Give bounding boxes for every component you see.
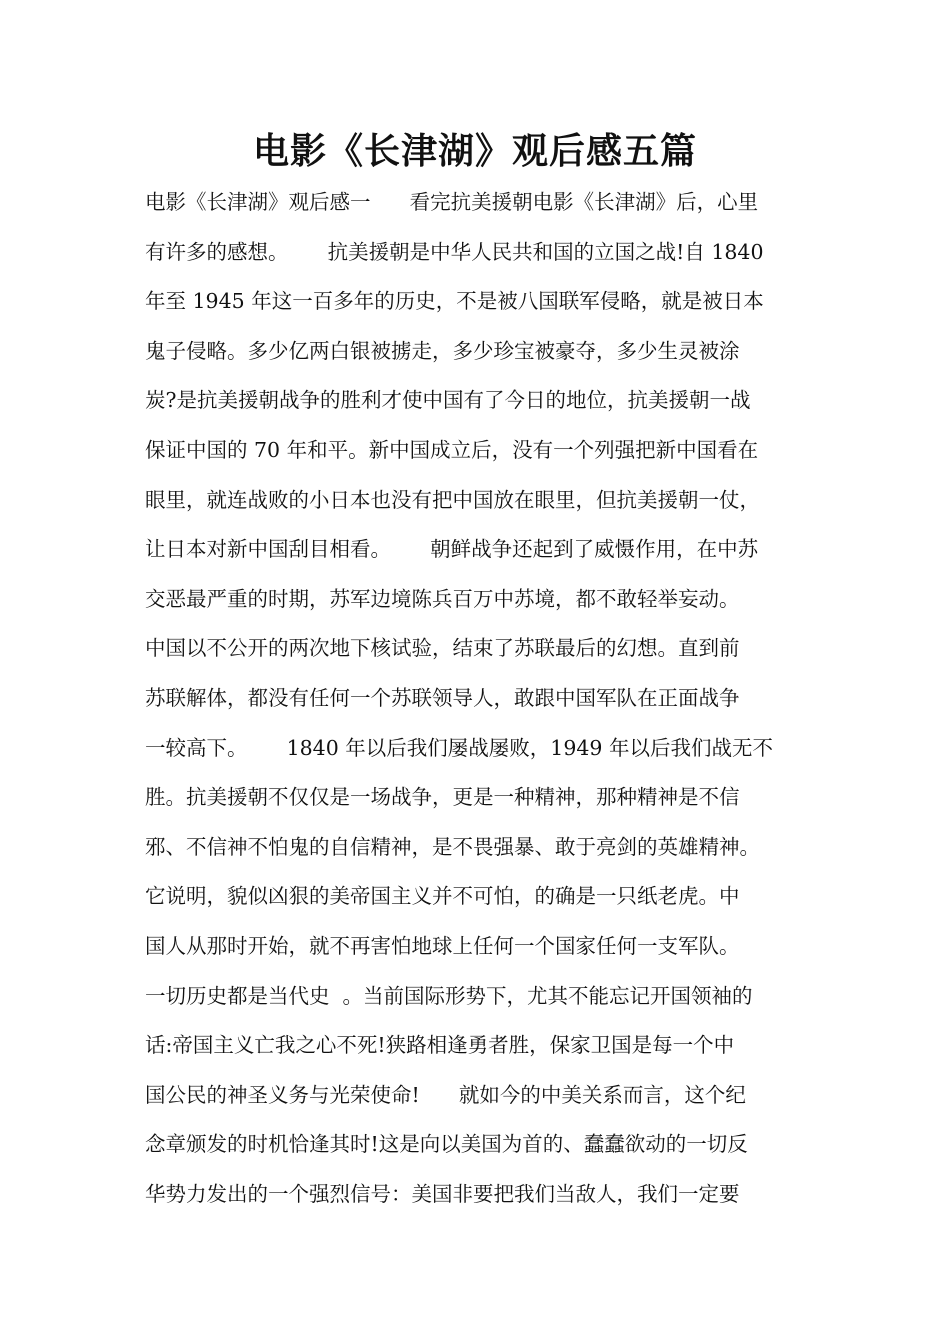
body-line: 鬼子侵略。多少亿两白银被掳走，多少珍宝被豪夺，多少生灵被涂 (145, 338, 740, 363)
body-line: 中国以不公开的两次地下核试验，结束了苏联最后的幻想。直到前 (145, 636, 740, 661)
document-body (145, 178, 825, 1219)
body-line: 胜。抗美援朝不仅仅是一场战争，更是一种精神，那种精神是不信 (145, 785, 740, 810)
body-line: 它说明，貌似凶狠的美帝国主义并不可怕，的确是一只纸老虎。中 (145, 884, 740, 909)
body-line: 有许多的感想。 抗美援朝是中华人民共和国的立国之战!自 1840 (145, 239, 764, 264)
body-line: 邪、不信神不怕鬼的自信精神，是不畏强暴、敢于亮剑的英雄精神。 (145, 834, 760, 859)
body-line: 苏联解体，都没有任何一个苏联领导人，敢跟中国军队在正面战争 (145, 685, 740, 710)
body-line: 国公民的神圣义务与光荣使命! 就如今的中美关系而言，这个纪 (145, 1082, 746, 1107)
body-line: 保证中国的 70 年和平。新中国成立后，没有一个列强把新中国看在 (145, 437, 759, 462)
body-line: 眼里，就连战败的小日本也没有把中国放在眼里，但抗美援朝一仗， (145, 487, 760, 512)
body-line: 一较高下。 1840 年以后我们屡战屡败，1949 年以后我们战无不 (145, 735, 773, 760)
body-line: 交恶最严重的时期，苏军边境陈兵百万中苏境，都不敢轻举妄动。 (145, 586, 740, 611)
body-line: 念章颁发的时机恰逢其时!这是向以美国为首的、蠢蠢欲动的一切反 (145, 1132, 748, 1157)
body-line: 国人从那时开始，就不再害怕地球上任何一个国家任何一支军队。 (145, 933, 740, 958)
body-line: 年至 1945 年这一百多年的历史，不是被八国联军侵略，就是被日本 (145, 289, 764, 314)
body-line: 一切历史都是当代史 。当前国际形势下，尤其不能忘记开国领袖的 (145, 983, 753, 1008)
body-line: 让日本对新中国刮目相看。 朝鲜战争还起到了威慑作用，在中苏 (145, 537, 759, 562)
body-line: 电影《长津湖》观后感一 看完抗美援朝电影《长津湖》后，心里 (145, 190, 759, 214)
document-title: 电影《长津湖》观后感五篇 (252, 131, 697, 172)
body-line: 炭?是抗美援朝战争的胜利才使中国有了今日的地位，抗美援朝一战 (145, 388, 751, 413)
body-line: 华势力发出的一个强烈信号：美国非要把我们当敌人，我们一定要 (145, 1181, 740, 1206)
body-line: 话:帝国主义亡我之心不死!狭路相逢勇者胜，保家卫国是每一个中 (145, 1033, 735, 1058)
